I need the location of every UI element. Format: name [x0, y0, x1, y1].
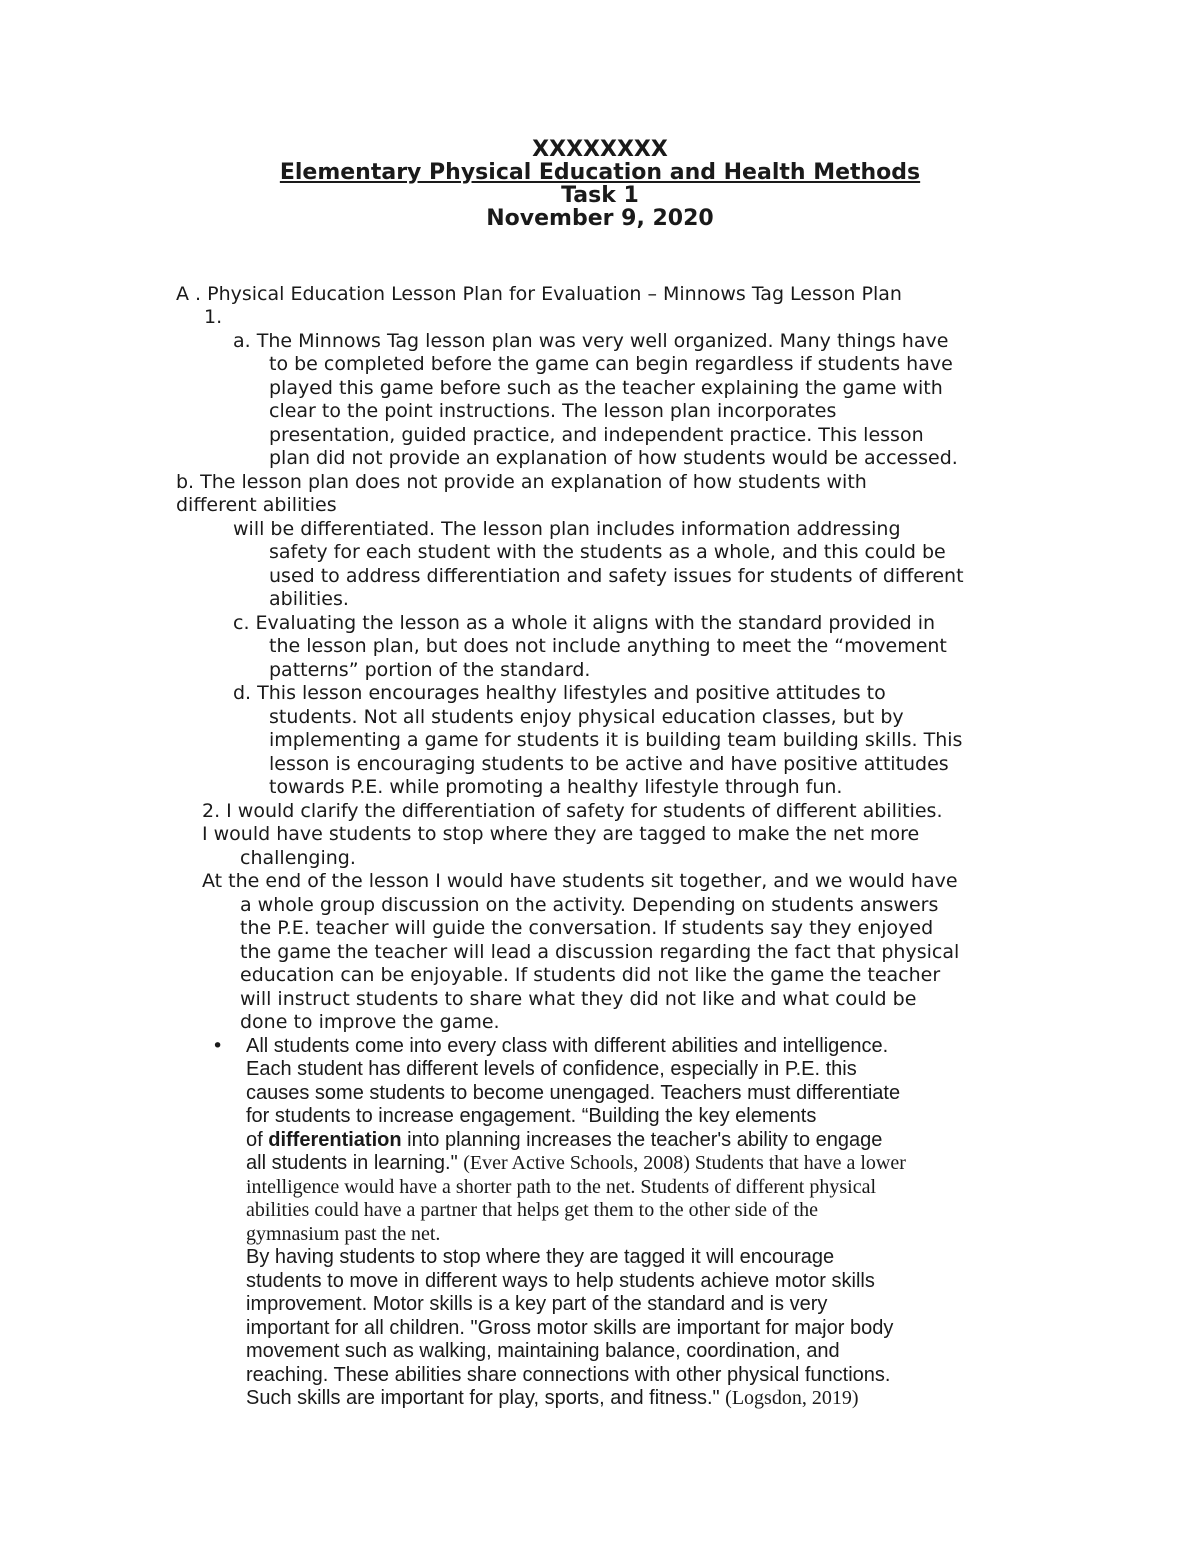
item-c-line: the lesson plan, but does not include anything to meet the “movement — [269, 635, 947, 657]
closing-paragraph-line: will instruct students to share what they did not like and what could be — [240, 988, 917, 1010]
closing-paragraph-line: At the end of the lesson I would have students sit together, and we would have — [202, 870, 958, 892]
bold-term-differentiation: differentiation — [268, 1129, 402, 1151]
bullet-paragraph-line: causes some students to become unengaged. Teachers must differentiate — [246, 1082, 901, 1104]
closing-paragraph-line: the game the teacher will lead a discussion regarding the fact that physical — [240, 941, 960, 963]
motor-skills-line: reaching. These abilities share connections with other physical functions. — [246, 1364, 891, 1386]
item-a-line: to be completed before the game can begin regardless if students have — [269, 353, 953, 375]
title-block — [0, 138, 1200, 230]
item-b-line: used to address differentiation and safety issues for students of different — [269, 565, 964, 587]
motor-skills-line: By having students to stop where they are tagged it will encourage — [246, 1246, 835, 1268]
bullet-paragraph-line — [246, 1152, 906, 1175]
bullet-text-suffix: into planning increases the teacher's ability to engage — [401, 1129, 883, 1151]
item-a-line: clear to the point instructions. The lesson plan incorporates — [269, 400, 837, 422]
closing-paragraph-line: the P.E. teacher will guide the conversation. If students say they enjoyed — [240, 917, 934, 939]
bullet-paragraph-line — [246, 1129, 882, 1152]
motor-skills-line: students to move in different ways to help students achieve motor skills — [246, 1270, 875, 1292]
item-a-line: plan did not provide an explanation of how students would be accessed. — [269, 447, 958, 469]
document-date: November 9, 2020 — [486, 206, 714, 231]
bullet-point: • — [212, 1035, 224, 1057]
quote-end-text: all students in learning." — [246, 1152, 464, 1174]
bullet-paragraph-line: for students to increase engagement. “Building the key elements — [246, 1105, 817, 1127]
bullet-paragraph-line: Each student has different levels of confidence, especially in P.E. this — [246, 1058, 857, 1080]
motor-skills-line — [246, 1387, 858, 1410]
item-b-line: will be differentiated. The lesson plan includes information addressing — [233, 518, 901, 540]
item-2-line: challenging. — [240, 847, 356, 869]
item-b-line: safety for each student with the students as a whole, and this could be — [269, 541, 946, 563]
item-2-line: 2. I would clarify the differentiation of safety for students of different abilities. — [202, 800, 943, 822]
quote-end-text: Such skills are important for play, sports, and fitness." — [246, 1387, 726, 1409]
bullet-text-prefix: of — [246, 1129, 269, 1151]
section-a-heading: A . Physical Education Lesson Plan for Evaluation – Minnows Tag Lesson Plan — [176, 283, 902, 305]
serif-paragraph-line: gymnasium past the net. — [246, 1223, 441, 1245]
bullet-paragraph-line: All students come into every class with different abilities and intelligence. — [246, 1035, 889, 1057]
course-title: Elementary Physical Education and Health Methods — [279, 160, 921, 185]
motor-skills-line: improvement. Motor skills is a key part of the standard and is very — [246, 1293, 828, 1315]
closing-paragraph-line: a whole group discussion on the activity. Depending on students answers — [240, 894, 939, 916]
item-b-line: abilities. — [269, 588, 349, 610]
item-b-line: b. The lesson plan does not provide an explanation of how students with — [176, 471, 867, 493]
serif-paragraph-line: abilities could have a partner that helps get them to the other side of the — [246, 1199, 819, 1221]
item-d-line: towards P.E. while promoting a healthy lifestyle through fun. — [269, 776, 843, 798]
item-a-line: a. The Minnows Tag lesson plan was very well organized. Many things have — [233, 330, 949, 352]
item-d-line: d. This lesson encourages healthy lifestyles and positive attitudes to — [233, 682, 886, 704]
closing-paragraph-line: education can be enjoyable. If students did not like the game the teacher — [240, 964, 941, 986]
motor-skills-line: important for all children. "Gross motor skills are important for major body — [246, 1317, 894, 1339]
task-title: Task 1 — [561, 183, 639, 208]
citation-logsdon: (Logsdon, 2019) — [725, 1387, 859, 1409]
item-d-line: lesson is encouraging students to be active and have positive attitudes — [269, 753, 949, 775]
closing-paragraph-line: done to improve the game. — [240, 1011, 500, 1033]
citation-ever-active: (Ever Active Schools, 2008) Students that have a lower — [463, 1152, 906, 1174]
author-name: XXXXXXXX — [532, 137, 668, 162]
item-c-line: patterns” portion of the standard. — [269, 659, 591, 681]
serif-paragraph-line: intelligence would have a shorter path to the net. Students of different physical — [246, 1176, 877, 1198]
item-2-line: I would have students to stop where they are tagged to make the net more — [202, 823, 920, 845]
item-1-number: 1. — [204, 306, 223, 328]
item-d-line: implementing a game for students it is building team building skills. This — [269, 729, 963, 751]
item-d-line: students. Not all students enjoy physical education classes, but by — [269, 706, 904, 728]
item-a-line: played this game before such as the teacher explaining the game with — [269, 377, 943, 399]
item-b-line: different abilities — [176, 494, 337, 516]
item-c-line: c. Evaluating the lesson as a whole it aligns with the standard provided in — [233, 612, 936, 634]
motor-skills-line: movement such as walking, maintaining balance, coordination, and — [246, 1340, 840, 1362]
item-a-line: presentation, guided practice, and independent practice. This lesson — [269, 424, 924, 446]
